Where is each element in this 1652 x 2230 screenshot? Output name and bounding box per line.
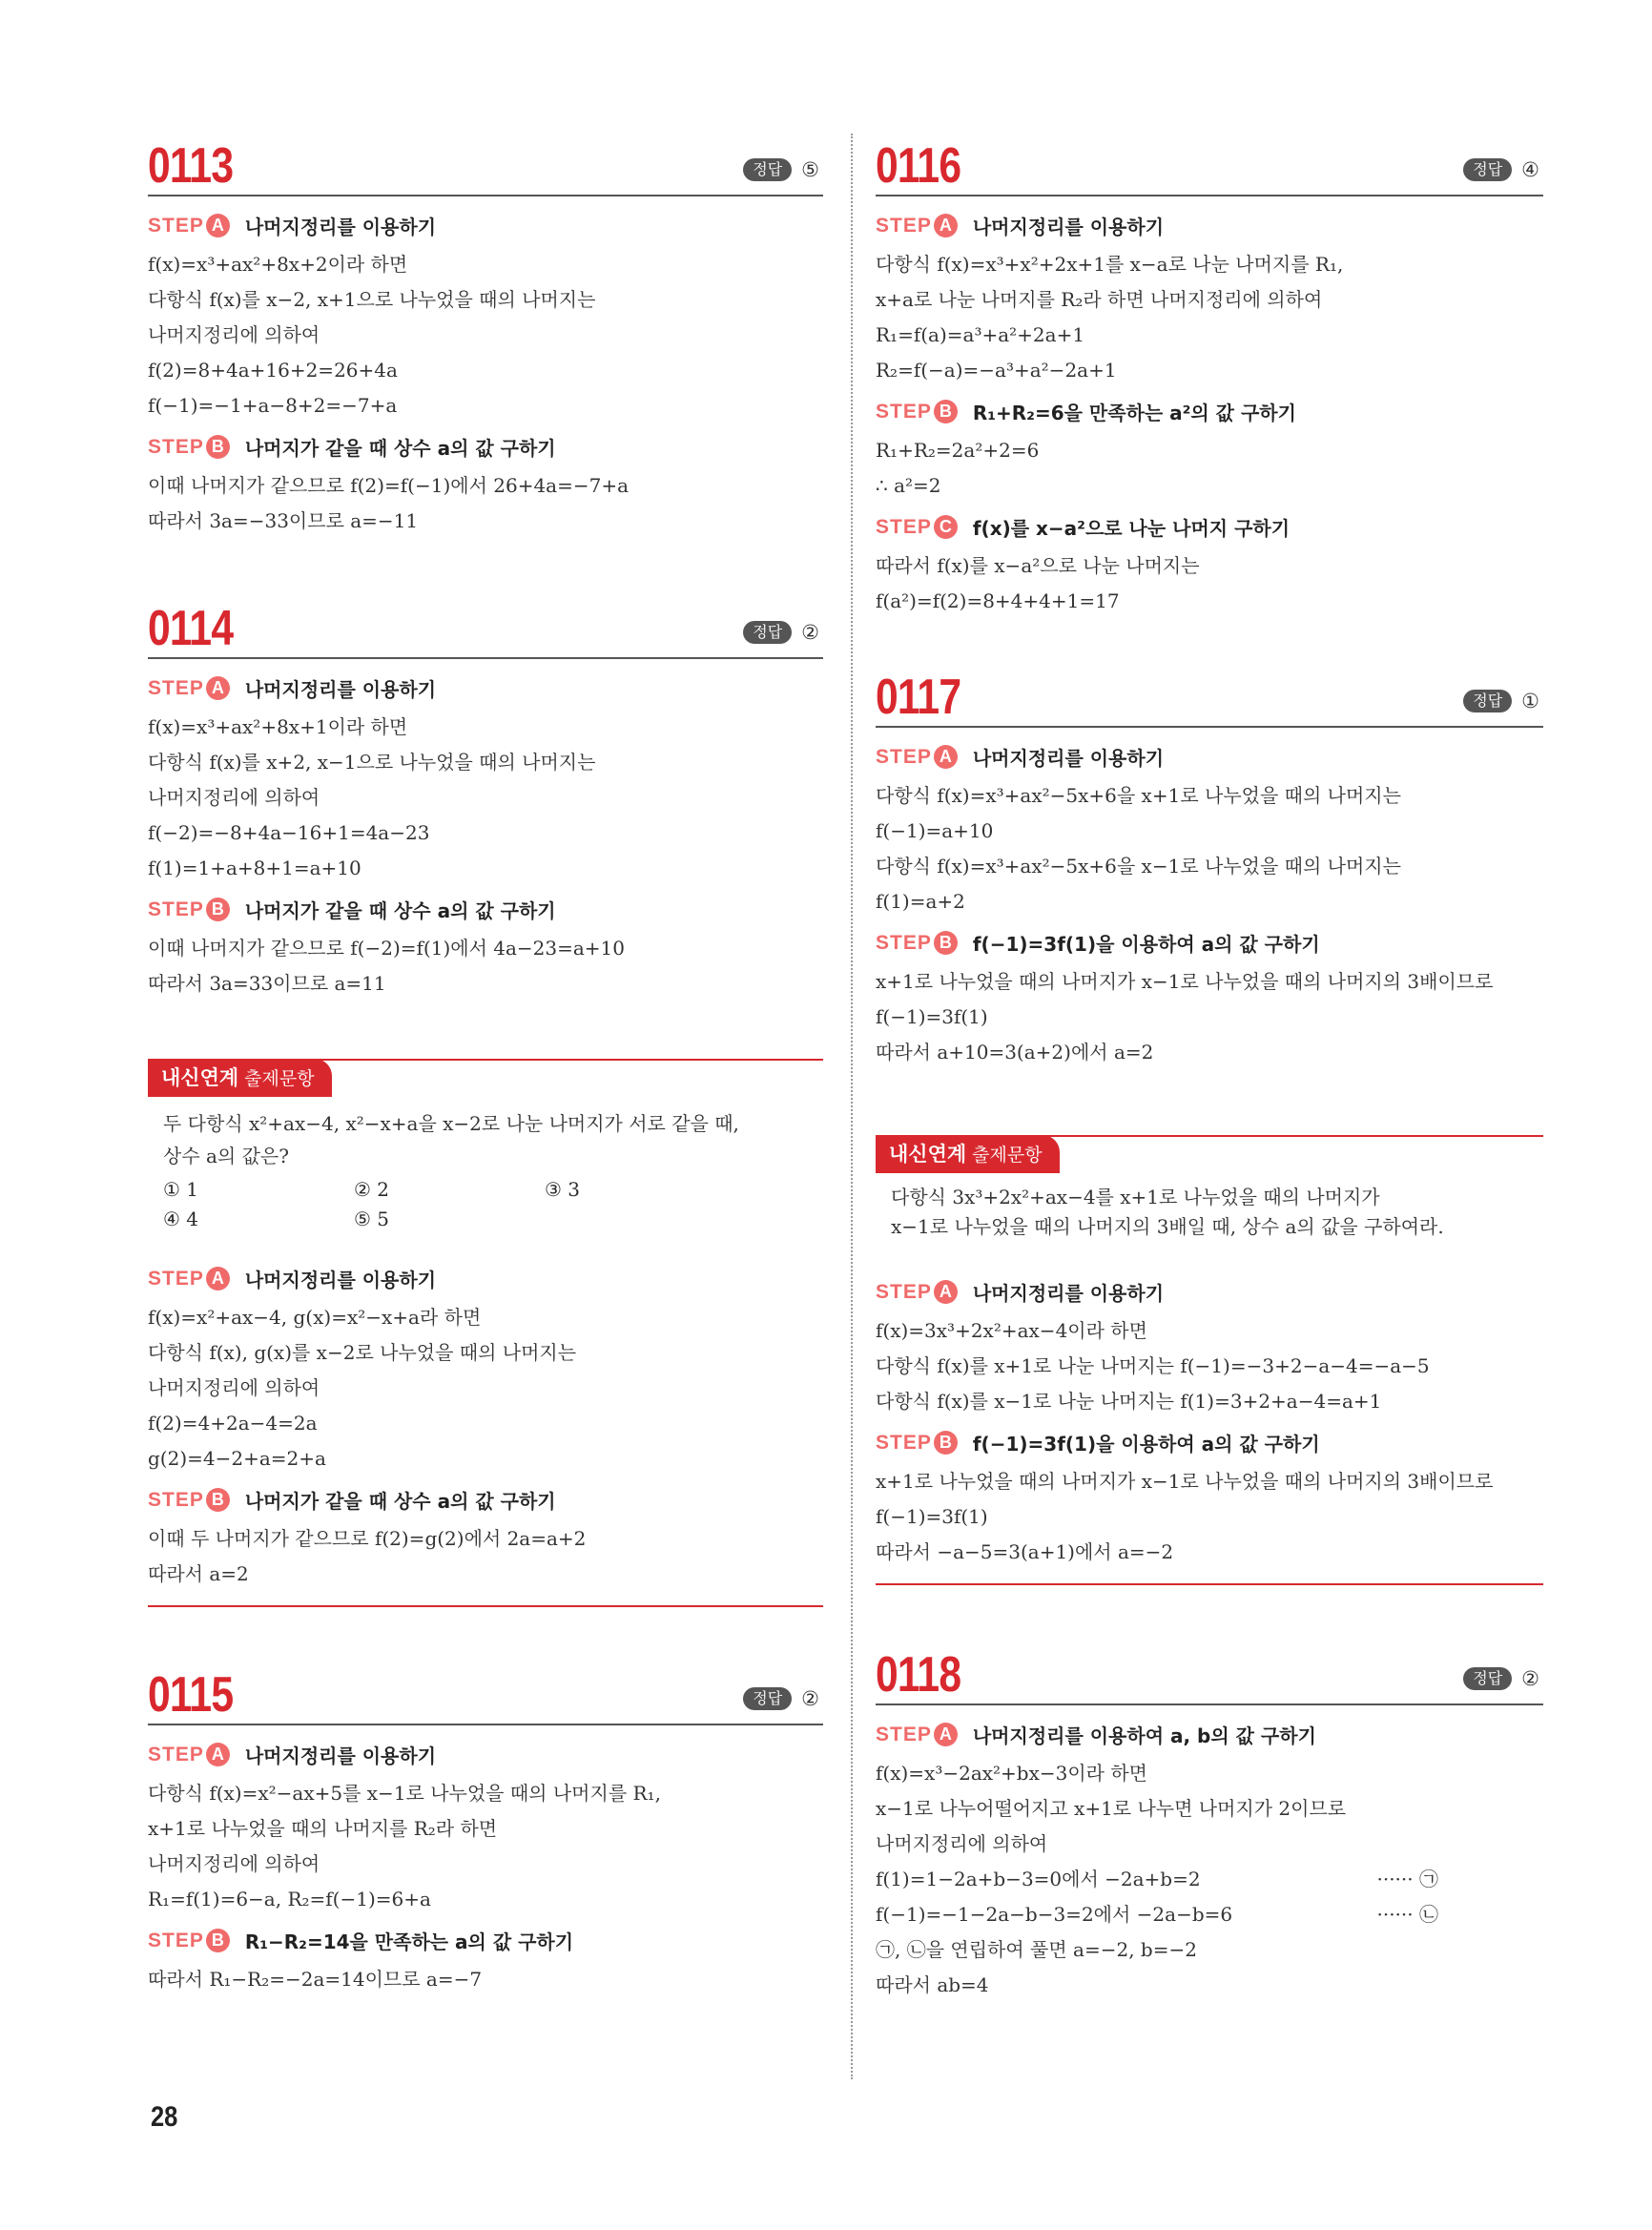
step-header — [876, 929, 1543, 957]
related-exam-problem — [148, 1059, 823, 1607]
step-header — [148, 1486, 823, 1514]
answer — [743, 1687, 819, 1710]
step-header — [148, 433, 823, 461]
section-end-rule — [148, 1605, 823, 1607]
step-label: STEP — [876, 400, 932, 423]
choice-5: ⑤ 5 — [354, 1208, 390, 1230]
problem-header — [876, 1641, 1543, 1705]
answer-value: ② — [801, 1687, 819, 1710]
problem-0113 — [148, 132, 823, 539]
step-letter: C — [934, 515, 958, 539]
solution-line: 나머지정리에 의하여 — [148, 1376, 320, 1399]
answer-value: ⑤ — [801, 158, 819, 181]
tab-main-label: 내신연계 — [889, 1143, 967, 1166]
step-label: STEP — [148, 1743, 204, 1765]
step-header — [148, 212, 823, 239]
solution-line: f(x)=x²+ax−4, g(x)=x²−x+a라 하면 — [148, 1306, 482, 1329]
step-letter: B — [934, 1431, 958, 1455]
solution-line: f(a²)=f(2)=8+4+4+1=17 — [876, 589, 1120, 612]
answer-badge: 정답 — [1463, 1667, 1512, 1689]
step-label: STEP — [148, 1488, 204, 1511]
equation: f(−1)=−1−2a−b−3=2에서 −2a−b=6 — [876, 1903, 1233, 1926]
problem-0115 — [148, 1661, 823, 1997]
equation-line — [876, 1897, 1543, 1932]
problem-number: 0118 — [876, 1647, 961, 1703]
step-header — [148, 896, 823, 923]
solution-line: 이때 나머지가 같으므로 f(2)=f(−1)에서 26+4a=−7+a — [148, 474, 630, 497]
problem-0118 — [876, 1641, 1543, 2003]
answer-badge: 정답 — [1463, 690, 1512, 712]
step-letter: B — [206, 435, 230, 459]
question-text — [876, 1173, 1543, 1246]
problem-number: 0117 — [876, 670, 961, 725]
answer-value: ① — [1521, 690, 1539, 712]
step-title: 나머지가 같을 때 상수 a의 값 구하기 — [244, 437, 556, 460]
solution-line: 나머지정리에 의하여 — [148, 323, 320, 346]
step-title: 나머지가 같을 때 상수 a의 값 구하기 — [244, 899, 556, 922]
solution-line: ∴ a²=2 — [876, 474, 941, 497]
solution-line: f(−1)=3f(1) — [876, 1005, 988, 1028]
step-header — [876, 398, 1543, 425]
solution-line: f(−1)=a+10 — [876, 819, 994, 842]
solution-line: 다항식 f(x)=x³+x²+2x+1를 x−a로 나눈 나머지를 R₁, — [876, 253, 1344, 276]
tab-sub-label: 출제문항 — [972, 1145, 1043, 1166]
solution-line: f(−2)=−8+4a−16+1=4a−23 — [148, 821, 430, 844]
step-header — [148, 1741, 823, 1768]
solution-line: 다항식 f(x)=x³+ax²−5x+6을 x+1로 나누었을 때의 나머지는 — [876, 784, 1401, 807]
step-letter: A — [934, 214, 958, 237]
step-title: 나머지정리를 이용하기 — [244, 216, 437, 238]
choice-3: ③ 3 — [545, 1178, 581, 1201]
solution-line: f(x)=3x³+2x²+ax−4이라 하면 — [876, 1319, 1147, 1342]
step-title: f(−1)=3f(1)을 이용하여 a의 값 구하기 — [972, 933, 1320, 956]
solution-line: 따라서 3a=−33이므로 a=−11 — [148, 509, 419, 532]
solution-line: R₁+R₂=2a²+2=6 — [876, 439, 1040, 462]
step-title: 나머지정리를 이용하기 — [244, 678, 437, 701]
step-title: 나머지정리를 이용하기 — [244, 1745, 437, 1767]
answer-badge: 정답 — [1463, 158, 1512, 180]
step-title: f(−1)=3f(1)을 이용하여 a의 값 구하기 — [972, 1433, 1320, 1456]
page-number: 28 — [151, 2101, 178, 2133]
solution-line: 따라서 a+10=3(a+2)에서 a=2 — [876, 1041, 1154, 1063]
solution-line: f(1)=1+a+8+1=a+10 — [148, 857, 361, 879]
choices — [148, 1175, 823, 1234]
solution-line: 다항식 f(x)=x³+ax²−5x+6을 x−1로 나누었을 때의 나머지는 — [876, 855, 1401, 878]
solution-line: 다항식 f(x)를 x−1로 나눈 나머지는 f(1)=3+2+a−4=a+1 — [876, 1390, 1382, 1413]
step-header — [876, 513, 1543, 541]
solution-line: 다항식 f(x)를 x+2, x−1으로 나누었을 때의 나머지는 — [148, 751, 596, 774]
step-label: STEP — [148, 676, 204, 699]
solution-line: R₁=f(a)=a³+a²+2a+1 — [876, 323, 1085, 346]
problem-0116 — [876, 132, 1543, 619]
answer — [743, 158, 819, 181]
related-exam-problem — [876, 1135, 1543, 1585]
problem-0114 — [148, 594, 823, 1001]
problem-header — [148, 594, 823, 659]
step-letter: B — [934, 931, 958, 955]
step-header — [876, 743, 1543, 771]
solution-line: R₂=f(−a)=−a³+a²−2a+1 — [876, 359, 1117, 382]
solution-line: 나머지정리에 의하여 — [148, 786, 320, 809]
solution-line: 이때 두 나머지가 같으므로 f(2)=g(2)에서 2a=a+2 — [148, 1527, 587, 1550]
solution-line: ㉠, ㉡을 연립하여 풀면 a=−2, b=−2 — [876, 1938, 1197, 1961]
solution-line: 따라서 3a=33이므로 a=11 — [148, 972, 386, 995]
solution-line: f(−1)=3f(1) — [876, 1505, 988, 1528]
answer-value: ④ — [1521, 158, 1539, 181]
step-label: STEP — [876, 1431, 932, 1454]
step-label: STEP — [148, 898, 204, 920]
answer-value: ② — [1521, 1667, 1539, 1690]
step-title: 나머지가 같을 때 상수 a의 값 구하기 — [244, 1490, 556, 1513]
solution-line: R₁=f(1)=6−a, R₂=f(−1)=6+a — [148, 1888, 431, 1910]
choice-2: ② 2 — [354, 1178, 390, 1201]
problem-number: 0113 — [148, 138, 234, 194]
step-letter: B — [206, 1929, 230, 1952]
answer-badge: 정답 — [743, 621, 792, 643]
solution-line: x−1로 나누어떨어지고 x+1로 나누면 나머지가 2이므로 — [876, 1797, 1347, 1820]
step-label: STEP — [876, 515, 932, 538]
problem-0117 — [876, 663, 1543, 1070]
equation: f(1)=1−2a+b−3=0에서 −2a+b=2 — [876, 1868, 1201, 1890]
step-header — [148, 1265, 823, 1292]
answer — [1463, 690, 1539, 712]
left-column — [148, 132, 823, 1997]
step-header — [876, 212, 1543, 239]
question-line: x−1로 나누었을 때의 나머지의 3배일 때, 상수 a의 값을 구하여라. — [891, 1215, 1444, 1238]
solution-line: 다항식 f(x), g(x)를 x−2로 나누었을 때의 나머지는 — [148, 1341, 577, 1364]
solution-line: f(x)=x³+ax²+8x+2이라 하면 — [148, 253, 408, 276]
step-title: 나머지정리를 이용하기 — [972, 216, 1165, 238]
step-label: STEP — [876, 1723, 932, 1745]
equation-tag: ······ ㉡ — [1376, 1903, 1438, 1926]
section-end-rule — [876, 1583, 1543, 1585]
choice-1: ① 1 — [163, 1178, 199, 1201]
step-label: STEP — [876, 1280, 932, 1303]
step-label: STEP — [148, 214, 204, 237]
step-letter: A — [934, 1280, 958, 1304]
step-letter: A — [206, 214, 230, 237]
tab-sub-label: 출제문항 — [244, 1068, 315, 1089]
column-divider — [851, 134, 853, 2079]
step-header — [876, 1429, 1543, 1456]
equation-line — [876, 1862, 1543, 1897]
solution-line: f(1)=a+2 — [876, 890, 965, 913]
question-line: 두 다항식 x²+ax−4, x²−x+a을 x−2로 나눈 나머지가 서로 같을 때, — [163, 1112, 739, 1135]
problem-header — [148, 132, 823, 196]
answer — [1463, 158, 1539, 181]
step-label: STEP — [148, 1929, 204, 1951]
answer — [1463, 1667, 1539, 1690]
answer — [743, 621, 819, 644]
solution-line: x+1로 나누었을 때의 나머지를 R₂라 하면 — [148, 1817, 498, 1840]
step-label: STEP — [876, 745, 932, 768]
step-title: R₁−R₂=14을 만족하는 a의 값 구하기 — [244, 1931, 574, 1953]
solution-line: 다항식 f(x)를 x−2, x+1으로 나누었을 때의 나머지는 — [148, 288, 596, 311]
solution-line: x+1로 나누었을 때의 나머지가 x−1로 나누었을 때의 나머지의 3배이므로 — [876, 1470, 1494, 1493]
step-label: STEP — [876, 214, 932, 237]
question-line: 다항식 3x³+2x²+ax−4를 x+1로 나누었을 때의 나머지가 — [891, 1186, 1380, 1208]
solution-line: 따라서 −a−5=3(a+1)에서 a=−2 — [876, 1540, 1174, 1563]
related-exam-header — [876, 1135, 1543, 1173]
step-letter: A — [206, 1743, 230, 1766]
solution-line: f(x)=x³−2ax²+bx−3이라 하면 — [876, 1762, 1148, 1785]
solution-line: x+1로 나누었을 때의 나머지가 x−1로 나누었을 때의 나머지의 3배이므로 — [876, 970, 1494, 993]
step-title: 나머지정리를 이용하여 a, b의 값 구하기 — [972, 1724, 1316, 1747]
step-label: STEP — [876, 931, 932, 954]
solution-line: f(2)=8+4a+16+2=26+4a — [148, 359, 398, 382]
step-label: STEP — [148, 1267, 204, 1290]
related-exam-tab — [876, 1135, 1060, 1173]
step-label: STEP — [148, 435, 204, 458]
solution-line: 따라서 f(x)를 x−a²으로 나눈 나머지는 — [876, 554, 1200, 577]
step-letter: B — [934, 400, 958, 423]
step-header — [148, 674, 823, 702]
solution-line: x+a로 나눈 나머지를 R₂라 하면 나머지정리에 의하여 — [876, 288, 1323, 311]
solution-line: 다항식 f(x)=x²−ax+5를 x−1로 나누었을 때의 나머지를 R₁, — [148, 1782, 661, 1805]
step-letter: A — [206, 676, 230, 700]
tab-main-label: 내신연계 — [161, 1066, 239, 1089]
step-title: 나머지정리를 이용하기 — [972, 1282, 1165, 1305]
answer-badge: 정답 — [743, 158, 792, 180]
step-letter: B — [206, 898, 230, 921]
step-letter: A — [934, 745, 958, 769]
step-title: f(x)를 x−a²으로 나눈 나머지 구하기 — [972, 517, 1291, 540]
problem-header — [876, 132, 1543, 196]
choice-4: ④ 4 — [163, 1208, 199, 1230]
solution-line: f(2)=4+2a−4=2a — [148, 1412, 318, 1435]
equation-tag: ······ ㉠ — [1376, 1868, 1438, 1890]
solution-line: 따라서 R₁−R₂=−2a=14이므로 a=−7 — [148, 1968, 483, 1991]
step-letter: A — [206, 1267, 230, 1291]
step-title: 나머지정리를 이용하기 — [244, 1269, 437, 1291]
solution-line: g(2)=4−2+a=2+a — [148, 1447, 326, 1470]
solution-line: 이때 나머지가 같으므로 f(−2)=f(1)에서 4a−23=a+10 — [148, 937, 625, 960]
solution-line: 나머지정리에 의하여 — [148, 1852, 320, 1875]
question-line: 상수 a의 값은? — [163, 1145, 289, 1167]
related-exam-header — [148, 1059, 823, 1097]
related-exam-tab — [148, 1059, 332, 1097]
solution-line: 따라서 ab=4 — [876, 1973, 989, 1996]
solution-line: f(x)=x³+ax²+8x+1이라 하면 — [148, 715, 408, 738]
solution-line: 다항식 f(x)를 x+1로 나눈 나머지는 f(−1)=−3+2−a−4=−a−5 — [876, 1354, 1430, 1377]
problem-header — [148, 1661, 823, 1725]
answer-badge: 정답 — [743, 1687, 792, 1709]
solution-line: 나머지정리에 의하여 — [876, 1832, 1048, 1855]
solution-line: f(−1)=−1+a−8+2=−7+a — [148, 394, 398, 417]
problem-number: 0114 — [148, 601, 234, 656]
step-letter: A — [934, 1723, 958, 1746]
right-column — [876, 132, 1543, 2003]
step-header — [876, 1721, 1543, 1748]
step-title: R₁+R₂=6을 만족하는 a²의 값 구하기 — [972, 402, 1296, 424]
step-header — [876, 1278, 1543, 1306]
step-title: 나머지정리를 이용하기 — [972, 747, 1165, 770]
problem-header — [876, 663, 1543, 728]
question-text — [148, 1097, 823, 1175]
answer-value: ② — [801, 621, 819, 644]
step-header — [148, 1927, 823, 1954]
problem-number: 0115 — [148, 1667, 234, 1723]
problem-number: 0116 — [876, 138, 961, 194]
solution-line: 따라서 a=2 — [148, 1562, 249, 1585]
step-letter: B — [206, 1488, 230, 1512]
